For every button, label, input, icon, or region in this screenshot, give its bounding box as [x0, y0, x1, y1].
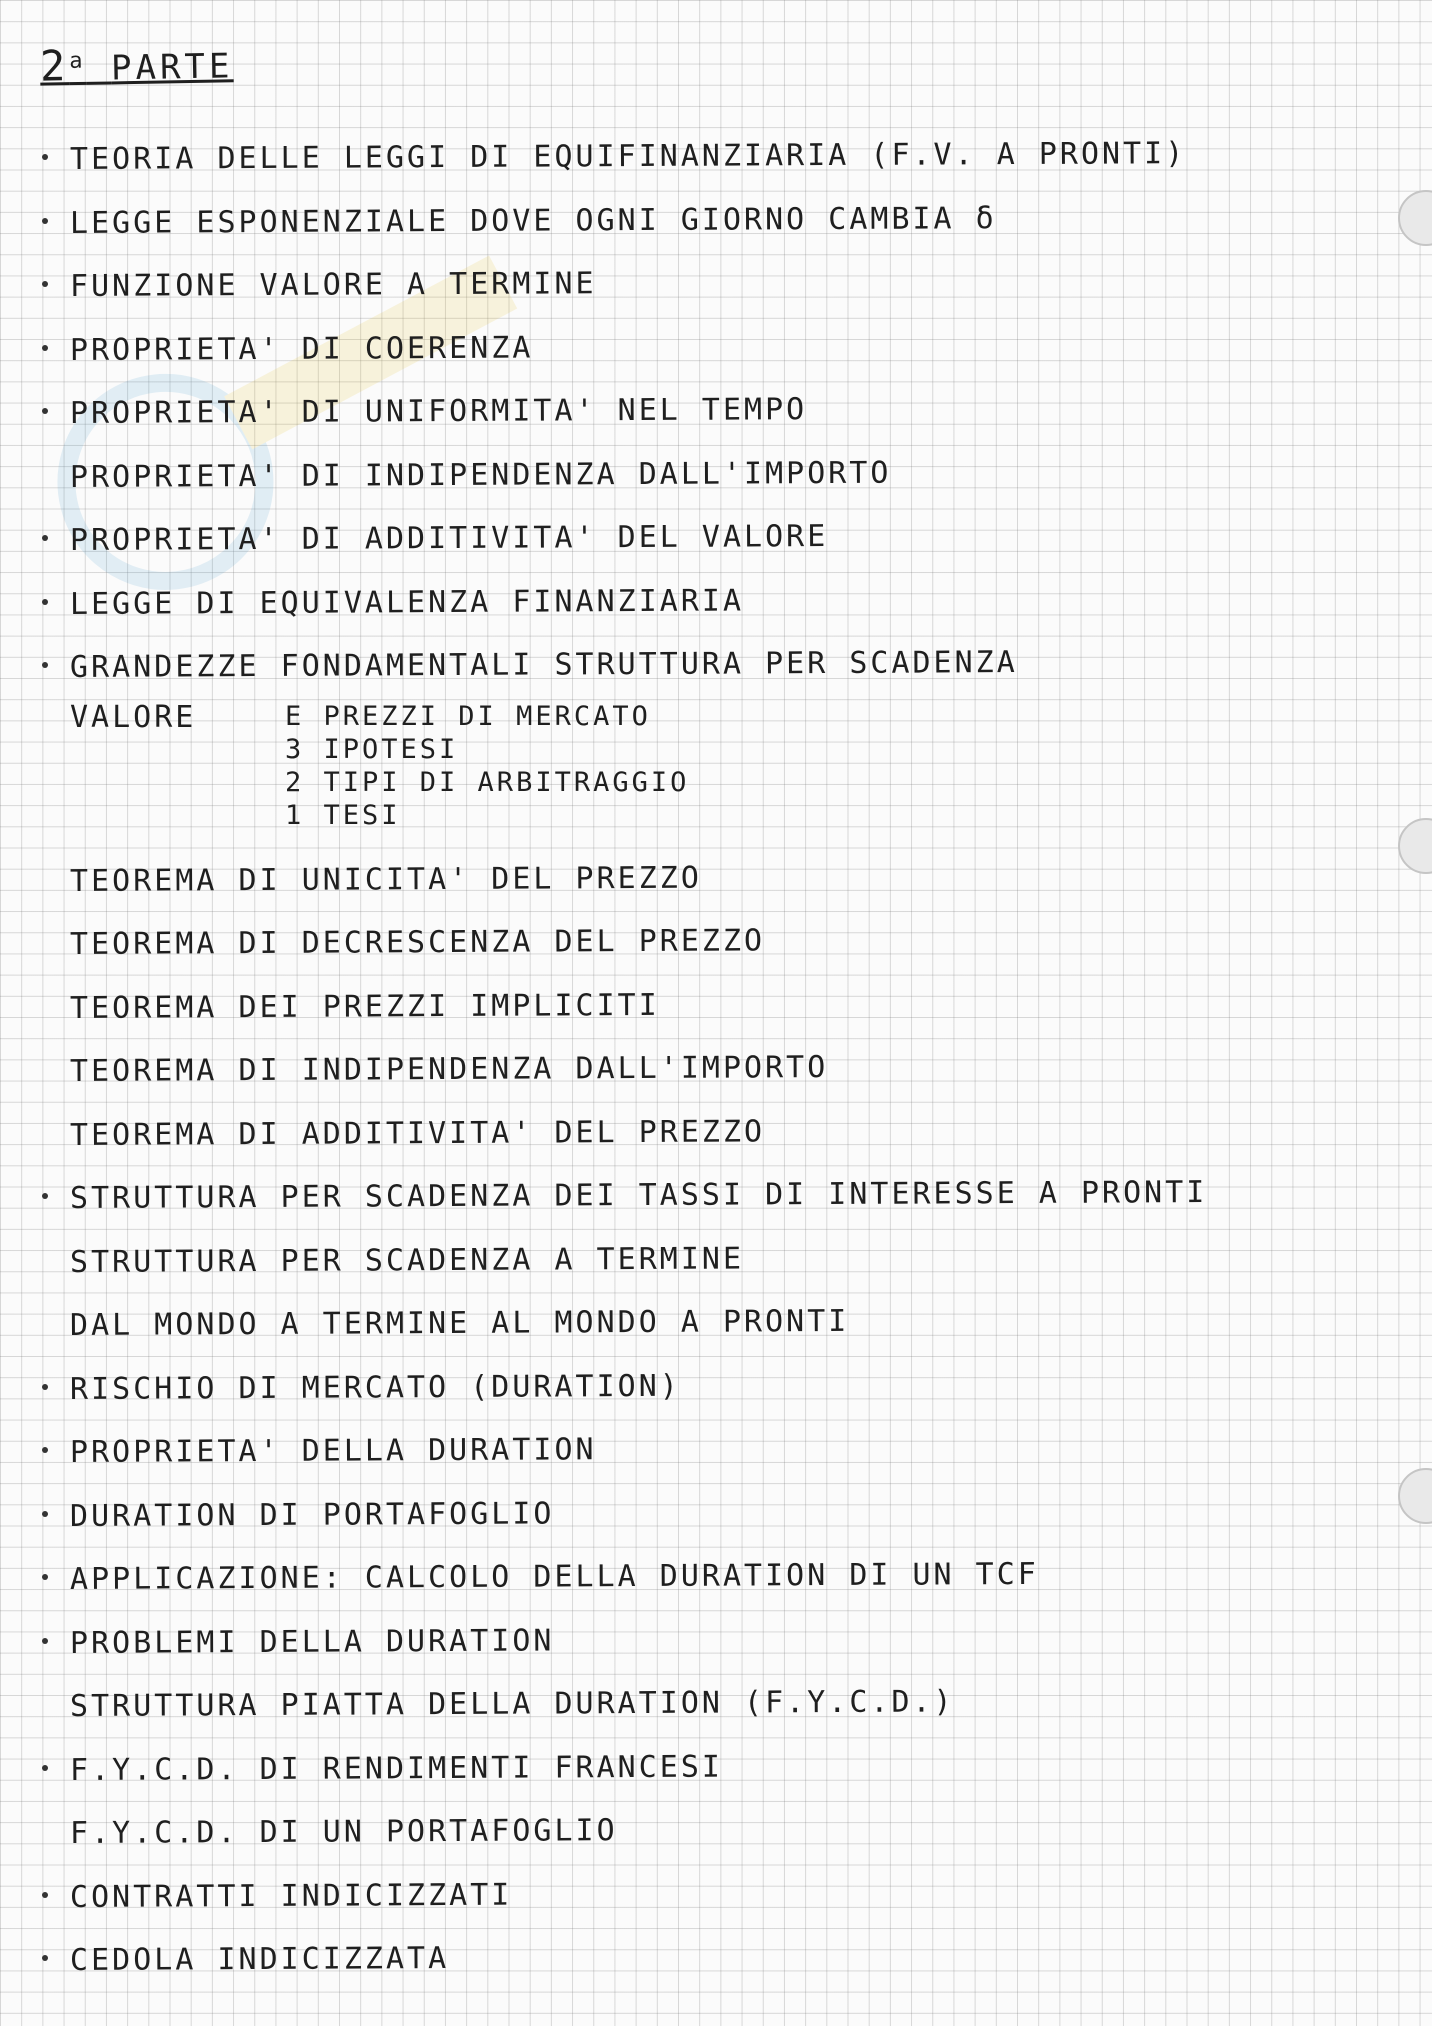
list-item [0, 573, 1432, 637]
value-items [285, 700, 689, 832]
list-item [0, 1612, 1432, 1676]
page-title [40, 38, 234, 90]
list-item [0, 1485, 1432, 1549]
note-text: TEOREMA DI UNICITA' DEL PREZZO [69, 860, 702, 899]
note-text: LEGGE DI EQUIVALENZA FINANZIARIA [69, 582, 745, 622]
note-text: LEGGE ESPONENZIALE DOVE OGNI GIORNO CAMBIA δ [69, 200, 997, 241]
value-item: 2 TIPI DI ARBITRAGGIO [285, 766, 690, 798]
note-text: PROPRIETA' DI COERENZA [69, 330, 534, 368]
list-item [0, 255, 1432, 319]
title-label: PARTE [110, 46, 234, 89]
bullet-dot [42, 345, 48, 351]
bullet-dot [42, 1765, 48, 1771]
note-text: PROPRIETA' DI INDIPENDENZA DALL'IMPORTO [69, 455, 892, 495]
bullet-dot [42, 1511, 48, 1517]
note-text: STRUTTURA PER SCADENZA DEI TASSI DI INTERESSE A PRONTI [69, 1175, 1208, 1216]
note-text: DURATION DI PORTAFOGLIO [69, 1495, 555, 1534]
bullet-dot [42, 281, 48, 287]
bullet-dot [42, 1384, 48, 1390]
list-item [0, 977, 1432, 1041]
list-item [0, 636, 1432, 700]
bullet-dot [42, 408, 48, 414]
list-item [0, 1421, 1432, 1485]
value-label: VALORE [70, 699, 197, 735]
list-item [0, 1675, 1432, 1739]
list-item [0, 1929, 1432, 1993]
note-text: STRUTTURA PER SCADENZA A TERMINE [69, 1240, 745, 1280]
list-item [0, 382, 1432, 446]
note-text: PROPRIETA' DI ADDITIVITA' DEL VALORE [69, 519, 829, 558]
list-item [0, 1294, 1432, 1358]
list-item [0, 509, 1432, 573]
note-text: GRANDEZZE FONDAMENTALI STRUTTURA PER SCADENZA [69, 645, 1018, 685]
value-block [0, 700, 1432, 850]
note-text: STRUTTURA PIATTA DELLA DURATION (F.Y.C.D.) [69, 1684, 955, 1724]
list-item [0, 1866, 1432, 1930]
list-item [0, 913, 1432, 977]
note-text: RISCHIO DI MERCATO (DURATION) [69, 1368, 681, 1407]
bullet-dot [42, 1447, 48, 1453]
bullet-dot [42, 535, 48, 541]
note-text: CONTRATTI INDICIZZATI [69, 1877, 513, 1915]
note-text: TEOREMA DEI PREZZI IMPLICITI [69, 987, 660, 1026]
list-item [0, 1739, 1432, 1803]
note-text: TEOREMA DI ADDITIVITA' DEL PREZZO [69, 1113, 766, 1153]
bullet-dot [42, 218, 48, 224]
bullet-dot [42, 599, 48, 605]
list-item [0, 1231, 1432, 1295]
bullet-dot [42, 154, 48, 160]
value-item: 3 IPOTESI [285, 733, 459, 765]
bullet-dot [42, 1193, 48, 1199]
note-text: APPLICAZIONE: CALCOLO DELLA DURATION DI UN TCF [69, 1556, 1039, 1597]
note-text: TEORIA DELLE LEGGI DI EQUIFINANZIARIA (F.V. A PRONTI) [69, 136, 1187, 177]
note-text: PROBLEMI DELLA DURATION [69, 1622, 555, 1661]
note-text: PROPRIETA' DELLA DURATION [69, 1432, 597, 1470]
note-text: TEOREMA DI DECRESCENZA DEL PREZZO [69, 923, 766, 962]
note-text: DAL MONDO A TERMINE AL MONDO A PRONTI [69, 1303, 850, 1343]
list-item [0, 319, 1432, 383]
value-item: E PREZZI DI MERCATO [285, 700, 651, 732]
list-item [0, 446, 1432, 510]
note-text: F.Y.C.D. DI UN PORTAFOGLIO [69, 1813, 618, 1851]
bullet-dot [42, 662, 48, 668]
note-text: F.Y.C.D. DI RENDIMENTI FRANCESI [69, 1749, 724, 1788]
title-sup: a [69, 48, 87, 74]
notes-list [0, 128, 1432, 1993]
list-item [0, 1167, 1432, 1231]
list-item [0, 850, 1432, 914]
note-text: FUNZIONE VALORE A TERMINE [69, 266, 597, 304]
list-item [0, 1548, 1432, 1612]
list-item [0, 1040, 1432, 1104]
note-text: TEOREMA DI INDIPENDENZA DALL'IMPORTO [69, 1050, 829, 1089]
title-number: 2 [39, 41, 70, 91]
value-item: 1 TESI [285, 799, 401, 831]
bullet-dot [42, 1955, 48, 1961]
list-item [0, 128, 1432, 192]
list-item [0, 1104, 1432, 1168]
list-item [0, 1358, 1432, 1422]
note-text: PROPRIETA' DI UNIFORMITA' NEL TEMPO [69, 392, 808, 431]
bullet-dot [42, 1574, 48, 1580]
list-item [0, 192, 1432, 256]
list-item [0, 1802, 1432, 1866]
bullet-dot [42, 1638, 48, 1644]
note-text: CEDOLA INDICIZZATA [69, 1941, 450, 1978]
bullet-dot [42, 1892, 48, 1898]
